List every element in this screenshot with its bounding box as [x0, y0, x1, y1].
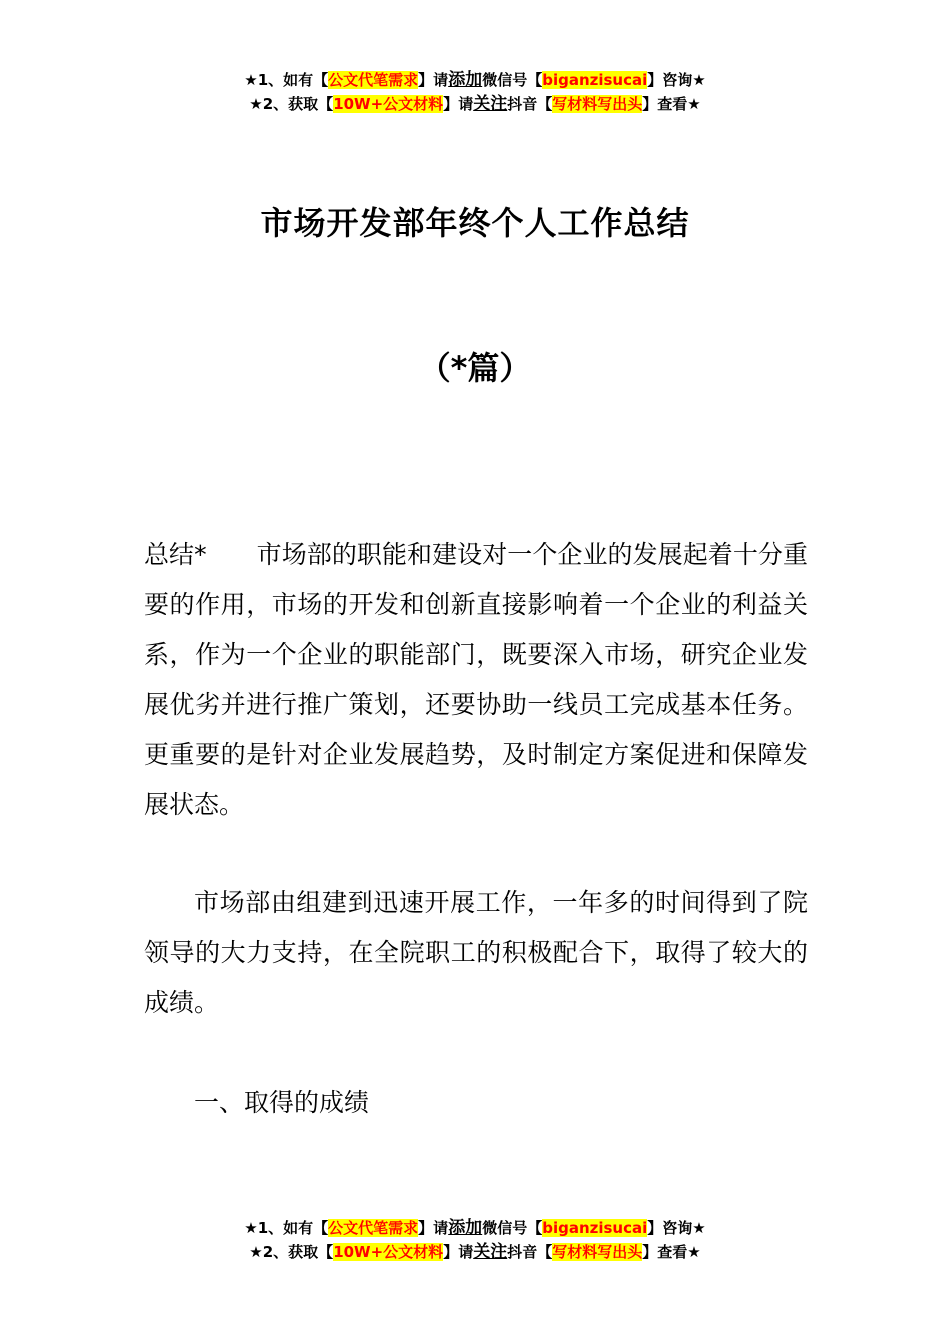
banner-line-1: ★1、如有【公文代笔需求】请添加微信号【biganzisucai】咨询★: [244, 70, 706, 90]
banner-highlight-douyin: 写材料写出头: [552, 95, 643, 113]
paragraph-progress: 市场部由组建到迅速开展工作，一年多的时间得到了院领导的大力支持，在全院职工的积极配合下，取得了较大的成绩。: [144, 888, 808, 1017]
document-subtitle: （*篇）: [418, 349, 532, 387]
paragraph-intro: [144, 530, 808, 830]
banner-highlight-wechat-id: biganzisucai: [542, 71, 648, 89]
section-heading-achievements: 一、取得的成绩: [194, 1088, 370, 1117]
banner-emphasis-add: 添加: [448, 1218, 483, 1238]
banner-highlight-materials: 10W+公文材料: [333, 1243, 444, 1261]
footer-banner: [0, 1216, 950, 1264]
paragraph-intro-text: 市场部的职能和建设对一个企业的发展起着十分重要的作用，市场的开发和创新直接影响着一个企业的利益关系，作为一个企业的职能部门，既要深入市场，研究企业发展优劣并进行推广策划，还要协助一线员工完成基本任务。更重要的是针对企业发展趋势，及时制定方案促进和保障发展状态。: [144, 540, 808, 819]
banner-highlight-service: 公文代笔需求: [328, 71, 419, 89]
paragraph-intro-label: 总结*: [144, 540, 207, 569]
banner-line-2: ★2、获取【10W+公文材料】请关注抖音【写材料写出头】查看★: [249, 94, 701, 114]
banner-emphasis-follow: 关注: [473, 1242, 508, 1262]
banner-highlight-douyin: 写材料写出头: [552, 1243, 643, 1261]
header-banner: [0, 68, 950, 116]
banner-line-2: ★2、获取【10W+公文材料】请关注抖音【写材料写出头】查看★: [249, 1242, 701, 1262]
banner-line-1: ★1、如有【公文代笔需求】请添加微信号【biganzisucai】咨询★: [244, 1218, 706, 1238]
banner-highlight-wechat-id: biganzisucai: [542, 1219, 648, 1237]
document-title: 市场开发部年终个人工作总结: [260, 204, 690, 242]
banner-emphasis-add: 添加: [448, 70, 483, 90]
banner-highlight-service: 公文代笔需求: [328, 1219, 419, 1237]
banner-emphasis-follow: 关注: [473, 94, 508, 114]
banner-highlight-materials: 10W+公文材料: [333, 95, 444, 113]
